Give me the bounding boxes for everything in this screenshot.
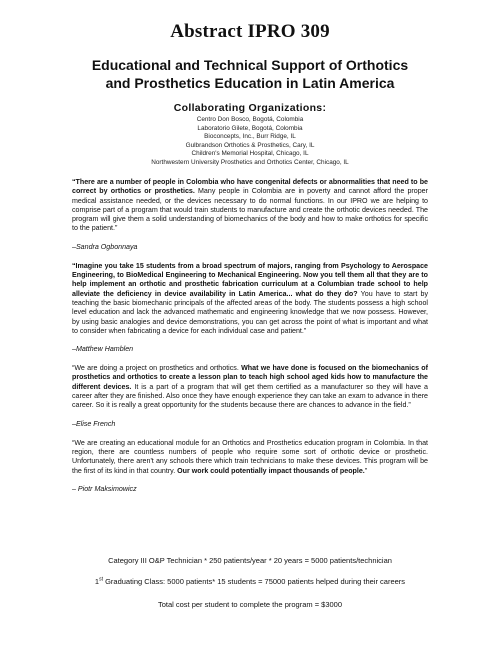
calculation-patients-per-technician: Category III O&P Technician * 250 patients/year * 20 years = 5000 patients/technician	[108, 556, 392, 565]
quote-bold: “Imagine you take 15 students from a broad spectrum of majors, ranging from Psychology to Aerospace Engineering, to BioMedical Engineering to Mechanical Engineering. Now you tell them all that they are to help implement an orthotic and prosthetic fabrication curriculum at a Columbian trade school to help alleviate the deficiency in device availability in Latin America... what do they do?	[72, 261, 428, 298]
organization-item: Laboratorio Gilete, Bogotá, Colombia	[197, 124, 303, 132]
quote-bold: “There are a number of people in Colombia who have congenital defects or abnormalities that need to be correct by orthotics or prosthetics.	[72, 178, 428, 196]
collaborating-heading: Collaborating Organizations:	[173, 102, 327, 114]
calculation-total-cost: Total cost per student to complete the program = $3000	[157, 600, 343, 609]
quote-text: You have to start by teaching the basic biomechanic principals of the affected areas of the body. The students possess a high school level education and lack the advanced mathematic and engineering knowledge that we now possess. However, by using basic analogies and device demonstrations, you can get across the point of what is important and what to consider when fabricating a device for each individual case and patient.”	[72, 289, 428, 335]
quote-bold: What we have done is focused on the biomechanics of prosthetics and orthotics to create a lesson plan to teach high school aged kids how to manufacture the different devices.	[72, 364, 428, 391]
calc-number: 1	[94, 577, 100, 586]
quote-author: –Sandra Ogbonnaya	[72, 242, 138, 251]
quote-maksimowicz	[72, 439, 428, 476]
quote-author: –Elise French	[72, 419, 116, 428]
organization-item: Children's Memorial Hospital, Chicago, IL	[191, 150, 309, 157]
quote-author: –Matthew Hamblen	[72, 345, 134, 354]
quote-french	[72, 364, 428, 410]
page-title: Abstract IPRO 309	[170, 21, 330, 42]
quote-text: “We are creating an educational module for an Orthotics and Prosthetics education program in Colombia. In that region, there are countless numbers of people who require some sort of orthotic device or prosthetic. Unfortunately, there aren't any schools there which train technicians to make these devices. This program will be the first of its kind in that country.	[72, 438, 428, 475]
calculation-graduating-class	[0, 577, 500, 586]
organization-item: Northwestern University Prosthetics and Orthotics Center, Chicago, IL	[151, 158, 349, 166]
organization-list	[72, 116, 428, 167]
organization-item: Bioconcepts, Inc., Burr Ridge, IL	[204, 133, 296, 140]
subtitle	[72, 56, 428, 92]
calc-superscript: st	[99, 576, 103, 583]
quote-ogbonnaya	[72, 178, 428, 234]
organization-item: Centro Don Bosco, Bogotá, Colombia	[196, 116, 304, 123]
quote-text: ”	[364, 466, 368, 475]
subtitle-line-1: Educational and Technical Support of Orthotics	[91, 57, 409, 73]
quote-text: Many people in Colombia are in poverty and cannot afford the proper medical assistance needed, or the devices necessary to do normal functions. In our IPRO we are helping to comprise part of a program that would train students to manufacture and create the orthotic devices needed. The program will give them a solid understanding of biomechanics of the body and how to make orthotics for specific to the patient.”	[72, 187, 428, 233]
calc-text: Graduating Class: 5000 patients* 15 students = 75000 patients helped during their careers	[102, 577, 406, 586]
quote-text: “We are doing a project on prosthetics and orthotics.	[72, 364, 239, 373]
organization-item: Gulbrandson Orthotics & Prosthetics, Cary, IL	[185, 141, 315, 149]
quote-hamblen	[72, 262, 428, 336]
subtitle-line-2: and Prosthetics Education in Latin America	[105, 75, 395, 91]
quote-bold: Our work could potentially impact thousands of people.	[175, 466, 365, 475]
quote-text: It is a part of a program that will get them certified as a manufacturer so they will have a career after they are finished. Also once they have enough experience they can take an exam to advance in there career. So it is really a great opportunity for the students because there are chances to advance in the field.”	[72, 382, 428, 410]
quote-author: – Piotr Maksimowicz	[72, 484, 137, 493]
